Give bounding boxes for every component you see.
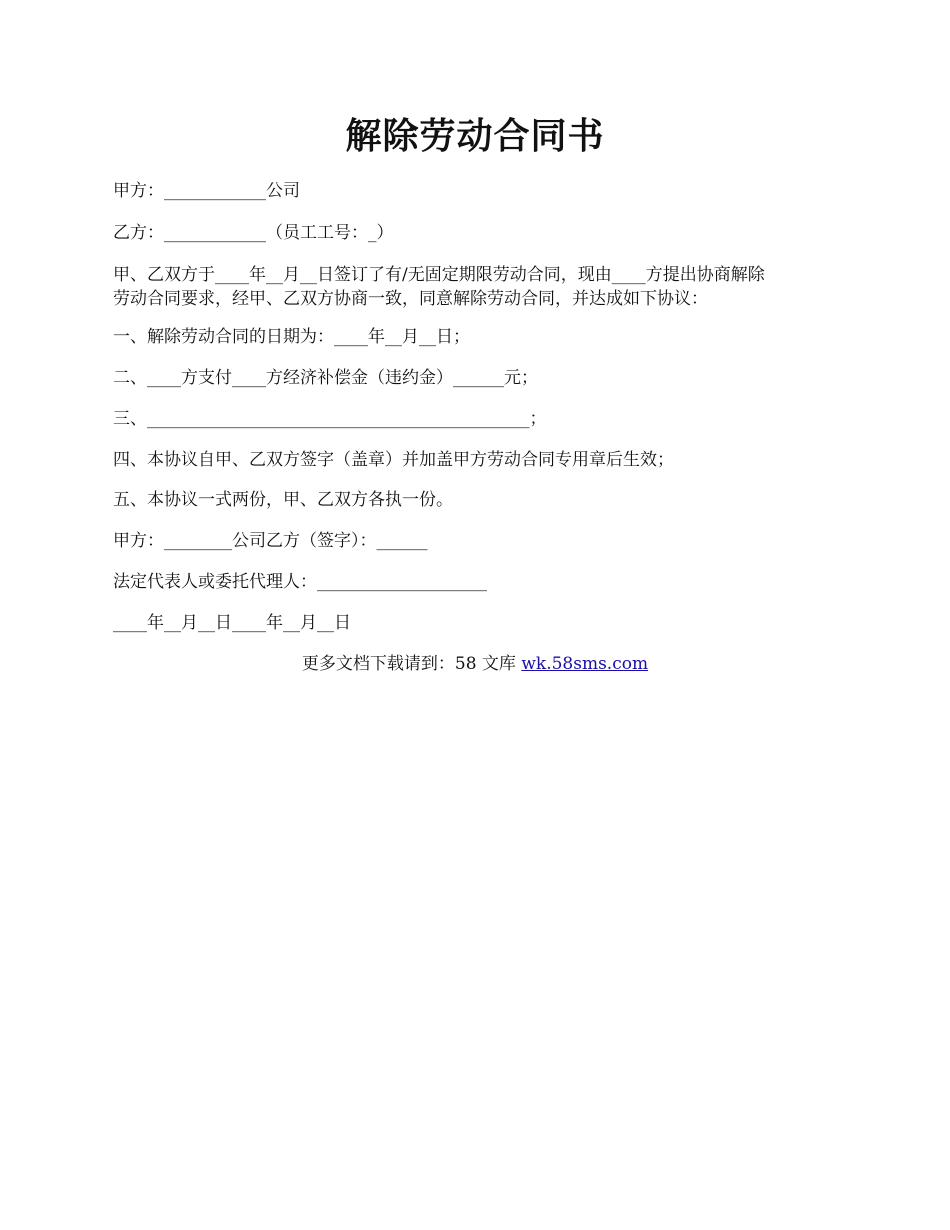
intro-line-1: 甲、乙双方于____年__月__日签订了有/无固定期限劳动合同，现由____方提出协商解除 — [113, 265, 765, 285]
clause-4: 四、本协议自甲、乙双方签字（盖章）并加盖甲方劳动合同专用章后生效； — [113, 450, 674, 470]
party-a-line: 甲方：____________公司 — [113, 181, 300, 201]
footer — [0, 653, 950, 675]
clause-1: 一、解除劳动合同的日期为：____年__月__日； — [113, 327, 470, 347]
clause-3: 三、_____________________________________________； — [113, 409, 547, 429]
document-title: 解除劳动合同书 — [345, 115, 605, 157]
clause-5: 五、本协议一式两份，甲、乙双方各执一份。 — [113, 490, 453, 510]
footer-link[interactable]: wk.58sms.com — [521, 654, 649, 674]
intro-line-2: 劳动合同要求，经甲、乙双方协商一致，同意解除劳动合同，并达成如下协议： — [113, 289, 708, 309]
footer-text: 更多文档下载请到：58 文库 — [301, 654, 522, 674]
date-line: ____年__月__日____年__月__日 — [113, 613, 351, 633]
clause-2: 二、____方支付____方经济补偿金（违约金）______元； — [113, 368, 538, 388]
intro-paragraph — [113, 263, 833, 311]
party-b-line: 乙方：____________（员工工号：_） — [113, 223, 394, 243]
signature-line: 甲方：________公司乙方（签字）：______ — [113, 531, 428, 551]
representative-line: 法定代表人或委托代理人：____________________ — [113, 572, 487, 592]
